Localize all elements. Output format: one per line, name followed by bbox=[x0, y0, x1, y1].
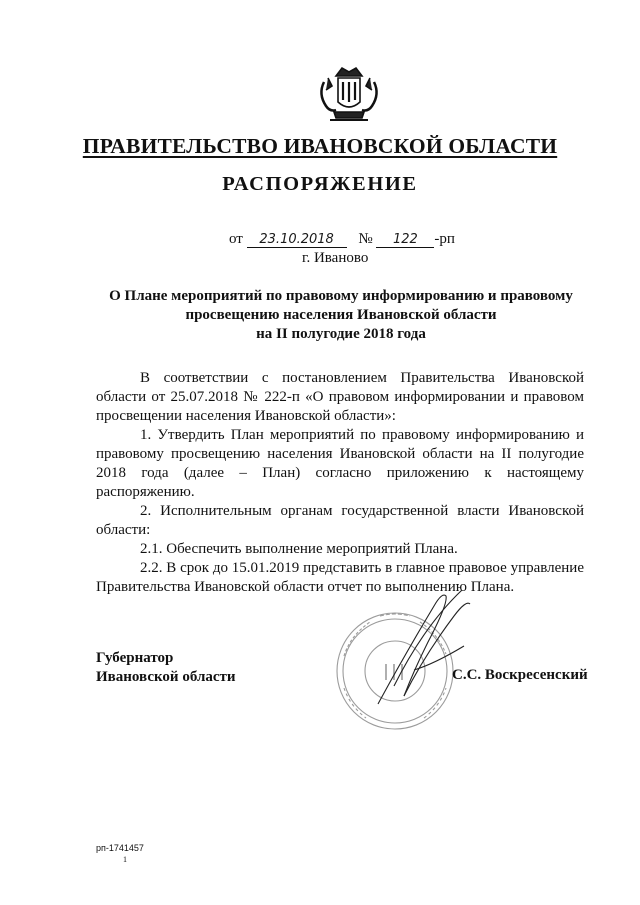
position-line: Ивановской области bbox=[96, 669, 236, 685]
signatory-name: С.С. Воскресенский bbox=[452, 667, 588, 683]
coat-of-arms-icon bbox=[314, 60, 384, 126]
date-number-line bbox=[229, 231, 455, 248]
subject-line: просвещению населения Ивановской области bbox=[185, 307, 497, 323]
handwritten-signature-icon bbox=[374, 586, 474, 708]
subject-line: на II полугодие 2018 года bbox=[256, 326, 426, 342]
from-label: от bbox=[229, 231, 243, 247]
paragraph: 1. Утвердить План мероприятий по правовому информированию и правовому просвещению населения Ивановской области на II полугодие 2018 года (далее – План) согласно приложению к настоящему распоряжению. bbox=[96, 427, 584, 500]
document-date: 23.10.2018 bbox=[247, 232, 347, 248]
subject-heading bbox=[96, 287, 586, 344]
government-title: ПРАВИТЕЛЬСТВО ИВАНОВСКОЙ ОБЛАСТИ bbox=[82, 134, 558, 158]
body-text bbox=[96, 369, 584, 597]
subject-line: О Плане мероприятий по правовому информированию и правовому bbox=[109, 288, 573, 304]
paragraph: В соответствии с постановлением Правительства Ивановской области от 25.07.2018 № 222-п «О правовом информировании и правовом просвещении населения Ивановской области»: bbox=[96, 370, 584, 424]
paragraph: 2. Исполнительным органам государственной власти Ивановской области: bbox=[96, 503, 584, 538]
number-label: № bbox=[358, 231, 373, 247]
number-suffix: -рп bbox=[434, 231, 455, 247]
page-mark: 1 bbox=[123, 855, 127, 864]
signatory-position bbox=[96, 649, 236, 687]
document-type: РАСПОРЯЖЕНИЕ bbox=[222, 173, 418, 195]
document-number: 122 bbox=[376, 232, 434, 248]
paragraph: 2.1. Обеспечить выполнение мероприятий Плана. bbox=[140, 541, 458, 557]
city: г. Иваново bbox=[302, 250, 369, 266]
paragraph: 2.2. В срок до 15.01.2019 представить в главное правовое управление Правительства Ивановской области отчет по выполнению Плана. bbox=[96, 560, 584, 595]
registration-number: рп-1741457 bbox=[96, 843, 144, 853]
position-line: Губернатор bbox=[96, 650, 174, 666]
